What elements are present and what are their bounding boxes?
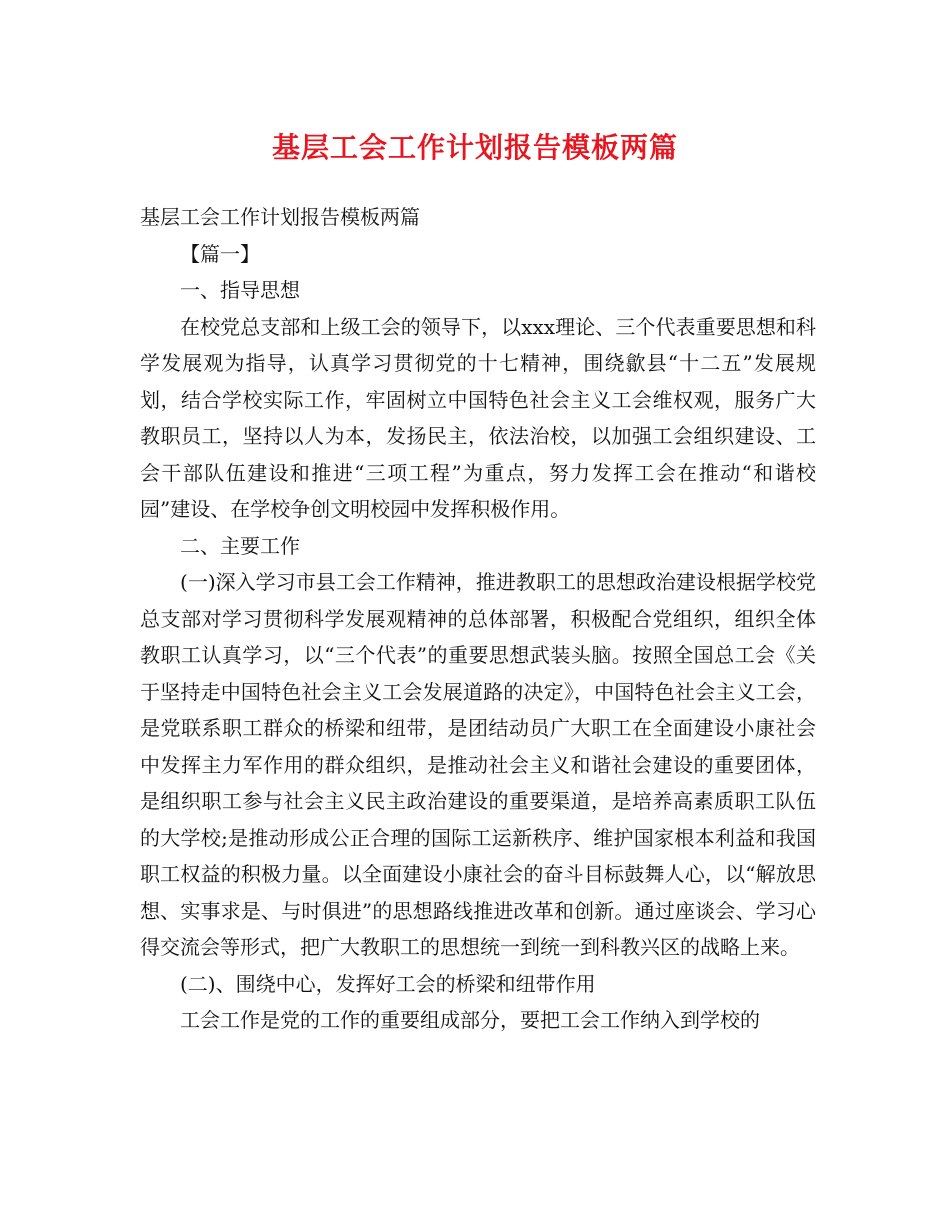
paragraph: 【篇一】 [180,241,260,266]
paragraph: 一、指导思想 [180,278,300,302]
paragraph: 基层工会工作计划报告模板两篇 [140,205,420,229]
document-body [140,199,816,1039]
paragraph: 二、主要工作 [180,533,300,558]
document-title: 基层工会工作计划报告模板两篇 [271,131,678,164]
paragraph: 在校党总支部和上级工会的领导下，以xxx理论、三个代表重要思想和科学发展观为指导，认真学习贯彻党的十七精神，围绕歙县“十二五”发展规划，结合学校实际工作，牢固树立中国特色社会主义工会维权观，服务广大教职员工，坚持以人为本，发扬民主，依法治校，以加强工会组织建设、工会干部队伍建设和推进“三项工程”为重点，努力发挥工会在推动“和谐校园”建设、在学校争创文明校园中发挥积极作用。 [140,314,816,521]
paragraph: (二)、围绕中心，发挥好工会的桥梁和纽带作用 [180,971,596,996]
paragraph: (一)深入学习市县工会工作精神，推进教职工的思想政治建设根据学校党总支部对学习贯彻科学发展观精神的总体部署，积极配合党组织，组织全体教职工认真学习，以“三个代表”的重要思想武装头脑。按照全国总工会《关于坚持走中国特色社会主义工会发展道路的决定》，中国特色社会主义工会，是党联系职工群众的桥梁和纽带，是团结动员广大职工在全面建设小康社会中发挥主力军作用的群众组织，是推动社会主义和谐社会建设的重要团体，是组织职工参与社会主义民主政治建设的重要渠道，是培养高素质职工队伍的大学校;是推动形成公正合理的国际工运新秩序、维护国家根本利益和我国职工权益的积极力量。以全面建设小康社会的奋斗目标鼓舞人心，以“解放思想、实事求是、与时俱进”的思想路线推进改革和创新。通过座谈会、学习心得交流会等形式，把广大教职工的思想统一到统一到科教兴区的战略上来。 [140,570,816,959]
paragraph: 工会工作是党的工作的重要组成部分，要把工会工作纳入到学校的 [180,1008,760,1032]
